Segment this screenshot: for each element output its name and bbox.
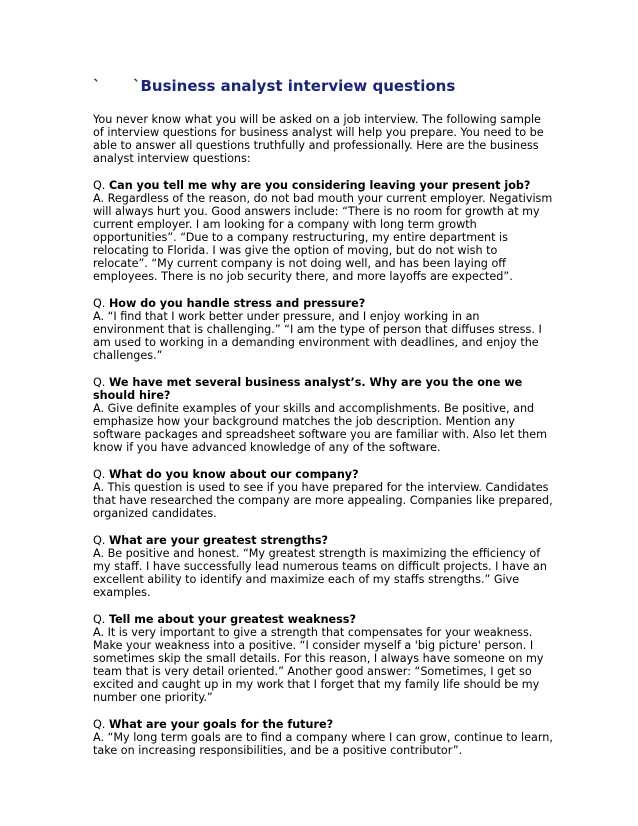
qa-item xyxy=(93,468,553,520)
document-title xyxy=(93,76,553,96)
question-label: Q. xyxy=(93,376,106,389)
question-text: How do you handle stress and pressure? xyxy=(108,297,366,310)
title-text: `Business analyst interview questions xyxy=(133,77,456,95)
title-prefix-mark: ` xyxy=(93,77,101,95)
question-text: Tell me about your greatest weakness? xyxy=(108,613,356,626)
question xyxy=(93,297,553,310)
qa-item xyxy=(93,534,553,599)
intro-paragraph: You never know what you will be asked on a job interview. The following sample of interview questions for business analyst will help you prepare. You need to be able to answer all questions truthfully and professionally. Here are the business analyst interview questions: xyxy=(93,113,544,165)
answer-text: A. It is very important to give a strength that compensates for your weakness. Make your weakness into a positive. “I consider myself a 'big picture' person. I sometimes skip the small details. For this reason, I always have someone on my team that is very detail oriented.” Another good answer: “Sometimes, I get so excited and caught up in my work that I forget that my family life should be my number one priority.” xyxy=(93,626,544,704)
question xyxy=(93,718,553,731)
question-label: Q. xyxy=(93,297,106,310)
answer-text: A. Be positive and honest. “My greatest strength is maximizing the efficiency of my staff. I have successfully lead numerous teams on difficult projects. I have an excellent ability to identify and maximize each of my staffs strengths.” Give examples. xyxy=(93,547,547,599)
question xyxy=(93,613,553,626)
qa-list xyxy=(93,179,553,757)
qa-item xyxy=(93,613,553,704)
question-label: Q. xyxy=(93,468,106,481)
question xyxy=(93,534,553,547)
question-label: Q. xyxy=(93,179,106,192)
question-text: What do you know about our company? xyxy=(108,468,359,481)
qa-item xyxy=(93,297,553,362)
question xyxy=(93,468,553,481)
qa-item xyxy=(93,376,553,454)
question-label: Q. xyxy=(93,718,106,731)
qa-item xyxy=(93,718,553,757)
answer-text: A. Regardless of the reason, do not bad mouth your current employer. Negativism will always hurt you. Good answers include: “There is no room for growth at my current employer. I am looking for a company with long term growth opportunities”. “Due to a company restructuring, my entire department is relocating to Florida. I was give the option of moving, but do not wish to relocate”. “My current company is not doing well, and has been laying off employees. There is no job security there, and more layoffs are expected”. xyxy=(93,192,553,283)
question-text: Can you tell me why are you considering leaving your present job? xyxy=(108,179,531,192)
answer-text: A. Give definite examples of your skills and accomplishments. Be positive, and emphasize how your background matches the job description. Mention any software packages and spreadsheet software you are familiar with. Also let them know if you have advanced knowledge of any of the software. xyxy=(93,402,547,454)
question xyxy=(93,179,553,192)
document-page xyxy=(93,76,553,757)
question-text: We have met several business analyst’s. Why are you the one we should hire? xyxy=(93,376,523,402)
answer-text: A. This question is used to see if you have prepared for the interview. Candidates that have researched the company are more appealing. Companies like prepared, organized candidates. xyxy=(93,481,553,520)
question-label: Q. xyxy=(93,534,106,547)
qa-item xyxy=(93,179,553,283)
question xyxy=(93,376,553,402)
answer-text: A. “I find that I work better under pressure, and I enjoy working in an environment that is challenging.” “I am the type of person that diffuses stress. I am used to working in a demanding environment with deadlines, and enjoy the challenges.” xyxy=(93,310,542,362)
question-text: What are your greatest strengths? xyxy=(108,534,328,547)
question-text: What are your goals for the future? xyxy=(108,718,334,731)
answer-text: A. “My long term goals are to find a company where I can grow, continue to learn, take on increasing responsibilities, and be a positive contributor”. xyxy=(93,731,553,757)
question-label: Q. xyxy=(93,613,106,626)
